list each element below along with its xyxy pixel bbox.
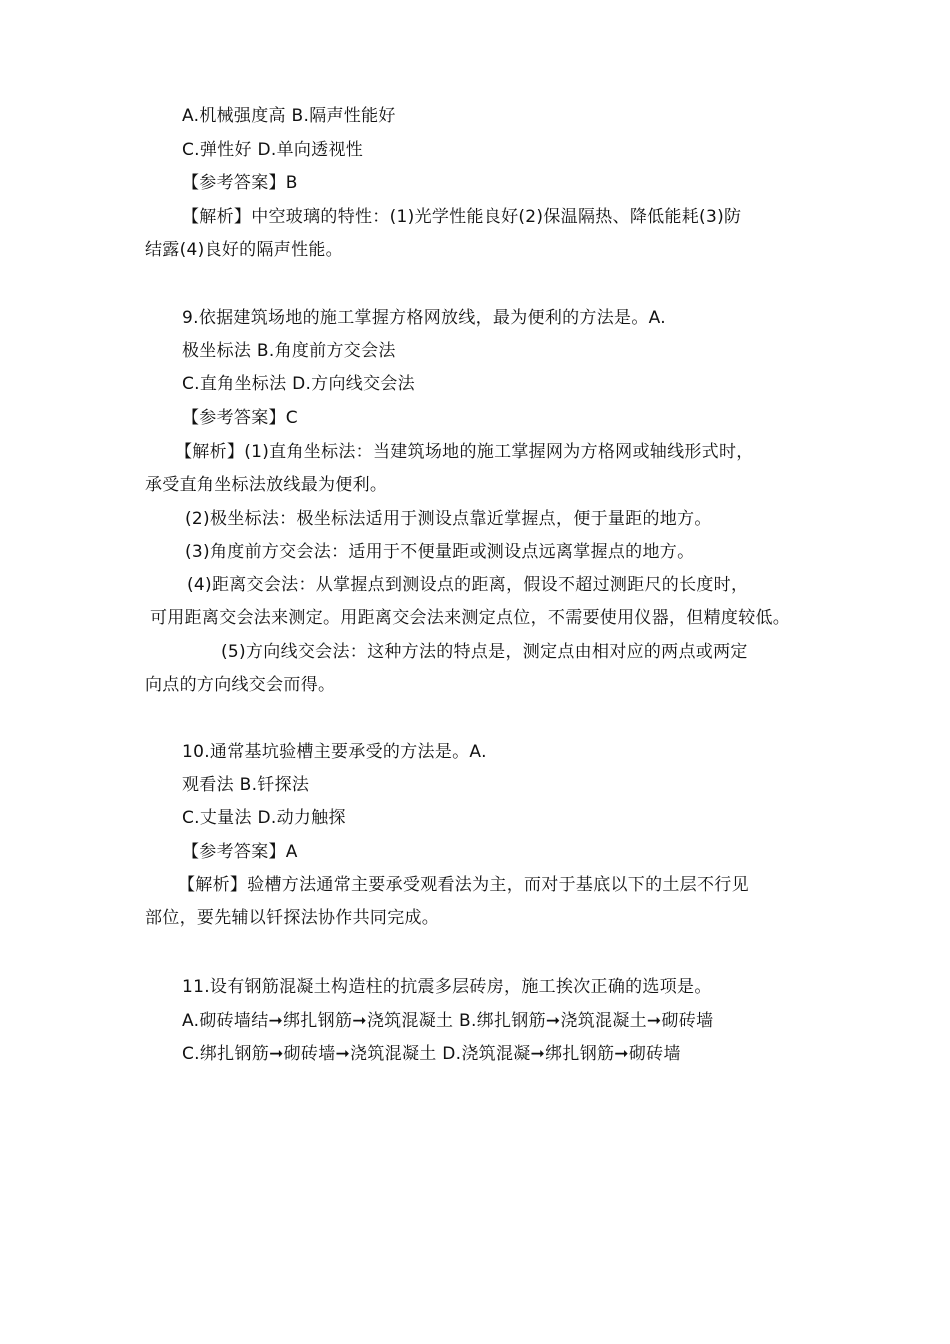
q8-analysis-line-2: 结露(4)良好的隔声性能。 — [145, 240, 343, 260]
q11-question: 11.设有钢筋混凝土构造柱的抗震多层砖房，施工挨次正确的选项是。 — [182, 977, 712, 997]
q9-options-cd: C.直角坐标法 D.方向线交会法 — [182, 374, 415, 394]
q10-analysis-line-1: 【解析】验槽方法通常主要承受观看法为主，而对于基底以下的土层不行见 — [178, 875, 749, 895]
q9-options-ab: 极坐标法 B.角度前方交会法 — [182, 341, 396, 361]
q11-options-ab: A.砌砖墙结➞绑扎钢筋➞浇筑混凝土 B.绑扎钢筋➞浇筑混凝土➞砌砖墙 — [182, 1011, 714, 1031]
q9-analysis-line-7: (5)方向线交会法：这种方法的特点是，测定点由相对应的两点或两定 — [221, 642, 748, 662]
q9-analysis-line-6: 可用距离交会法来测定。用距离交会法来测定点位，不需要使用仪器，但精度较低。 — [150, 608, 791, 628]
q8-analysis-line-1: 【解析】中空玻璃的特性：(1)光学性能良好(2)保温隔热、降低能耗(3)防 — [182, 207, 742, 227]
q10-options-cd: C.丈量法 D.动力触探 — [182, 808, 346, 828]
q8-options-ab: A.机械强度高 B.隔声性能好 — [182, 106, 396, 126]
q10-analysis-line-2: 部位，要先辅以钎探法协作共同完成。 — [145, 908, 440, 928]
q9-question: 9.依据建筑场地的施工掌握方格网放线，最为便利的方法是。A. — [182, 308, 666, 328]
q11-options-cd: C.绑扎钢筋➞砌砖墙➞浇筑混凝土 D.浇筑混凝➞绑扎钢筋➞砌砖墙 — [182, 1044, 681, 1064]
q8-options-cd: C.弹性好 D.单向透视性 — [182, 140, 364, 160]
q9-analysis-line-5: (4)距离交会法：从掌握点到测设点的距离，假设不超过测距尺的长度时， — [187, 575, 749, 595]
q9-answer: 【参考答案】C — [182, 408, 298, 428]
q9-analysis-line-3: (2)极坐标法：极坐标法适用于测设点靠近掌握点，便于量距的地方。 — [185, 509, 712, 529]
q9-analysis-line-2: 承受直角坐标法放线最为便利。 — [145, 475, 388, 495]
q10-options-ab: 观看法 B.钎探法 — [182, 775, 310, 795]
q9-analysis-line-8: 向点的方向线交会而得。 — [145, 675, 336, 695]
q8-answer: 【参考答案】B — [182, 173, 298, 193]
q10-question: 10.通常基坑验槽主要承受的方法是。A. — [182, 742, 487, 762]
q10-answer: 【参考答案】A — [182, 842, 298, 862]
q9-analysis-line-4: (3)角度前方交会法：适用于不便量距或测设点远离掌握点的地方。 — [185, 542, 695, 562]
q9-analysis-line-1: 【解析】(1)直角坐标法：当建筑场地的施工掌握网为方格网或轴线形式时， — [175, 442, 754, 462]
